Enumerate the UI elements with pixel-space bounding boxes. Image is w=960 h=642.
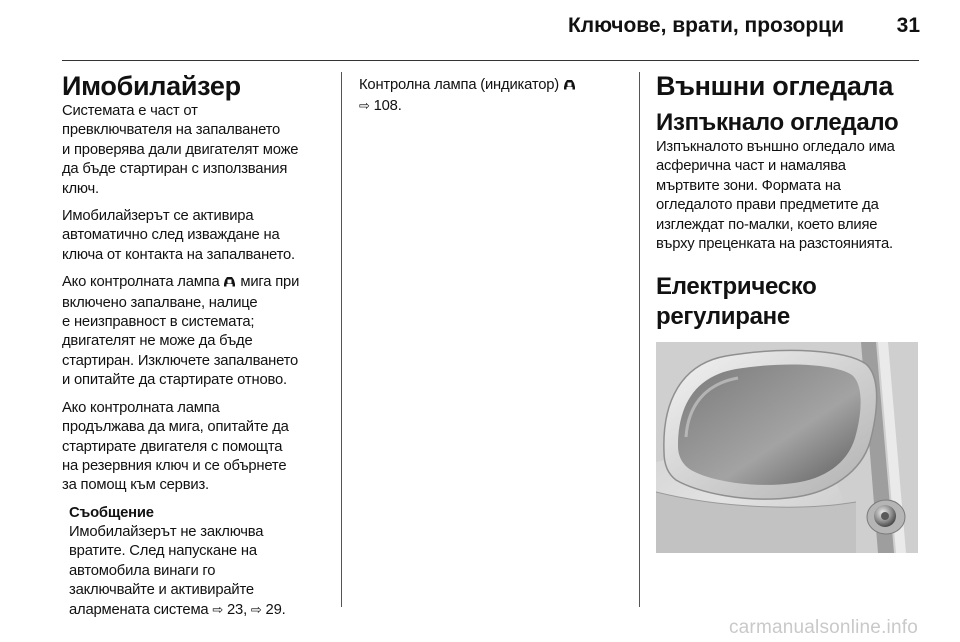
control-lamp-section [359,70,627,125]
car-lock-icon [563,77,576,96]
page-reference-108[interactable]: 108. [373,98,402,115]
column-divider-left [341,72,342,607]
electric-adjustment-heading: Електрическо регулиране [656,273,817,331]
page-reference-23[interactable]: 23, [227,602,247,619]
cross-reference-icon: ⇨ [212,602,224,618]
column-divider-right [639,72,640,607]
mirror-illustration [656,342,918,553]
convex-mirror-text: Изпъкналото външно огледало има асферична част и намалява мъртвите зони. Формата на огледалото прави предметите да изглеждат по-малки, което влияе върху преценката на разстоянията. [656,139,895,253]
immobilizer-paragraph-3: Ако контролната лампа мига при включено запалване, налице е неизправност в системата; двигателят не може да бъде стартиран. Изключете запалването и опитайте да стартирате отново. [62,274,300,389]
note-text: Имобилайзерът не заключва вратите. След напускане на автомобила винаги го заключвайте и активирайте алармената система ⇨ 23, ⇨ 29. [69,523,286,619]
page-number: 31 [896,14,920,37]
page-header-title: Ключове, врати, прозорци [567,14,844,37]
page-reference-29[interactable]: 29. [265,602,286,619]
car-lock-icon [223,274,236,293]
exterior-mirrors-heading: Външни огледала [656,71,894,101]
exterior-mirrors-section [656,70,924,553]
immobilizer-paragraph-1: Системата е част от превключвателя на запалването и проверява дали двигателят може да бъде стартиран с използвания ключ. [62,103,299,197]
immobilizer-section [62,70,338,621]
note-box [69,504,338,621]
immobilizer-heading: Имобилайзер [62,71,241,101]
note-title: Съобщение [69,504,154,521]
convex-mirror-heading: Изпъкнало огледало [656,109,899,136]
watermark-footer: carmanualsonline.info [728,617,918,638]
control-lamp-text: Контролна лампа (индикатор) ⇨ 108. [359,76,627,117]
immobilizer-paragraph-4: Ако контролната лампа продължава да мига, опитайте да стартирате двигателя с помощта на резервния ключ и се обърнете за помощ към сервиз. [62,399,289,494]
cross-reference-icon: ⇨ [359,98,370,114]
immobilizer-paragraph-2: Имобилайзерът се активира автоматично след изваждане на ключа от контакта на запалването. [62,208,295,263]
cross-reference-icon: ⇨ [250,602,262,618]
header-rule [62,60,919,61]
